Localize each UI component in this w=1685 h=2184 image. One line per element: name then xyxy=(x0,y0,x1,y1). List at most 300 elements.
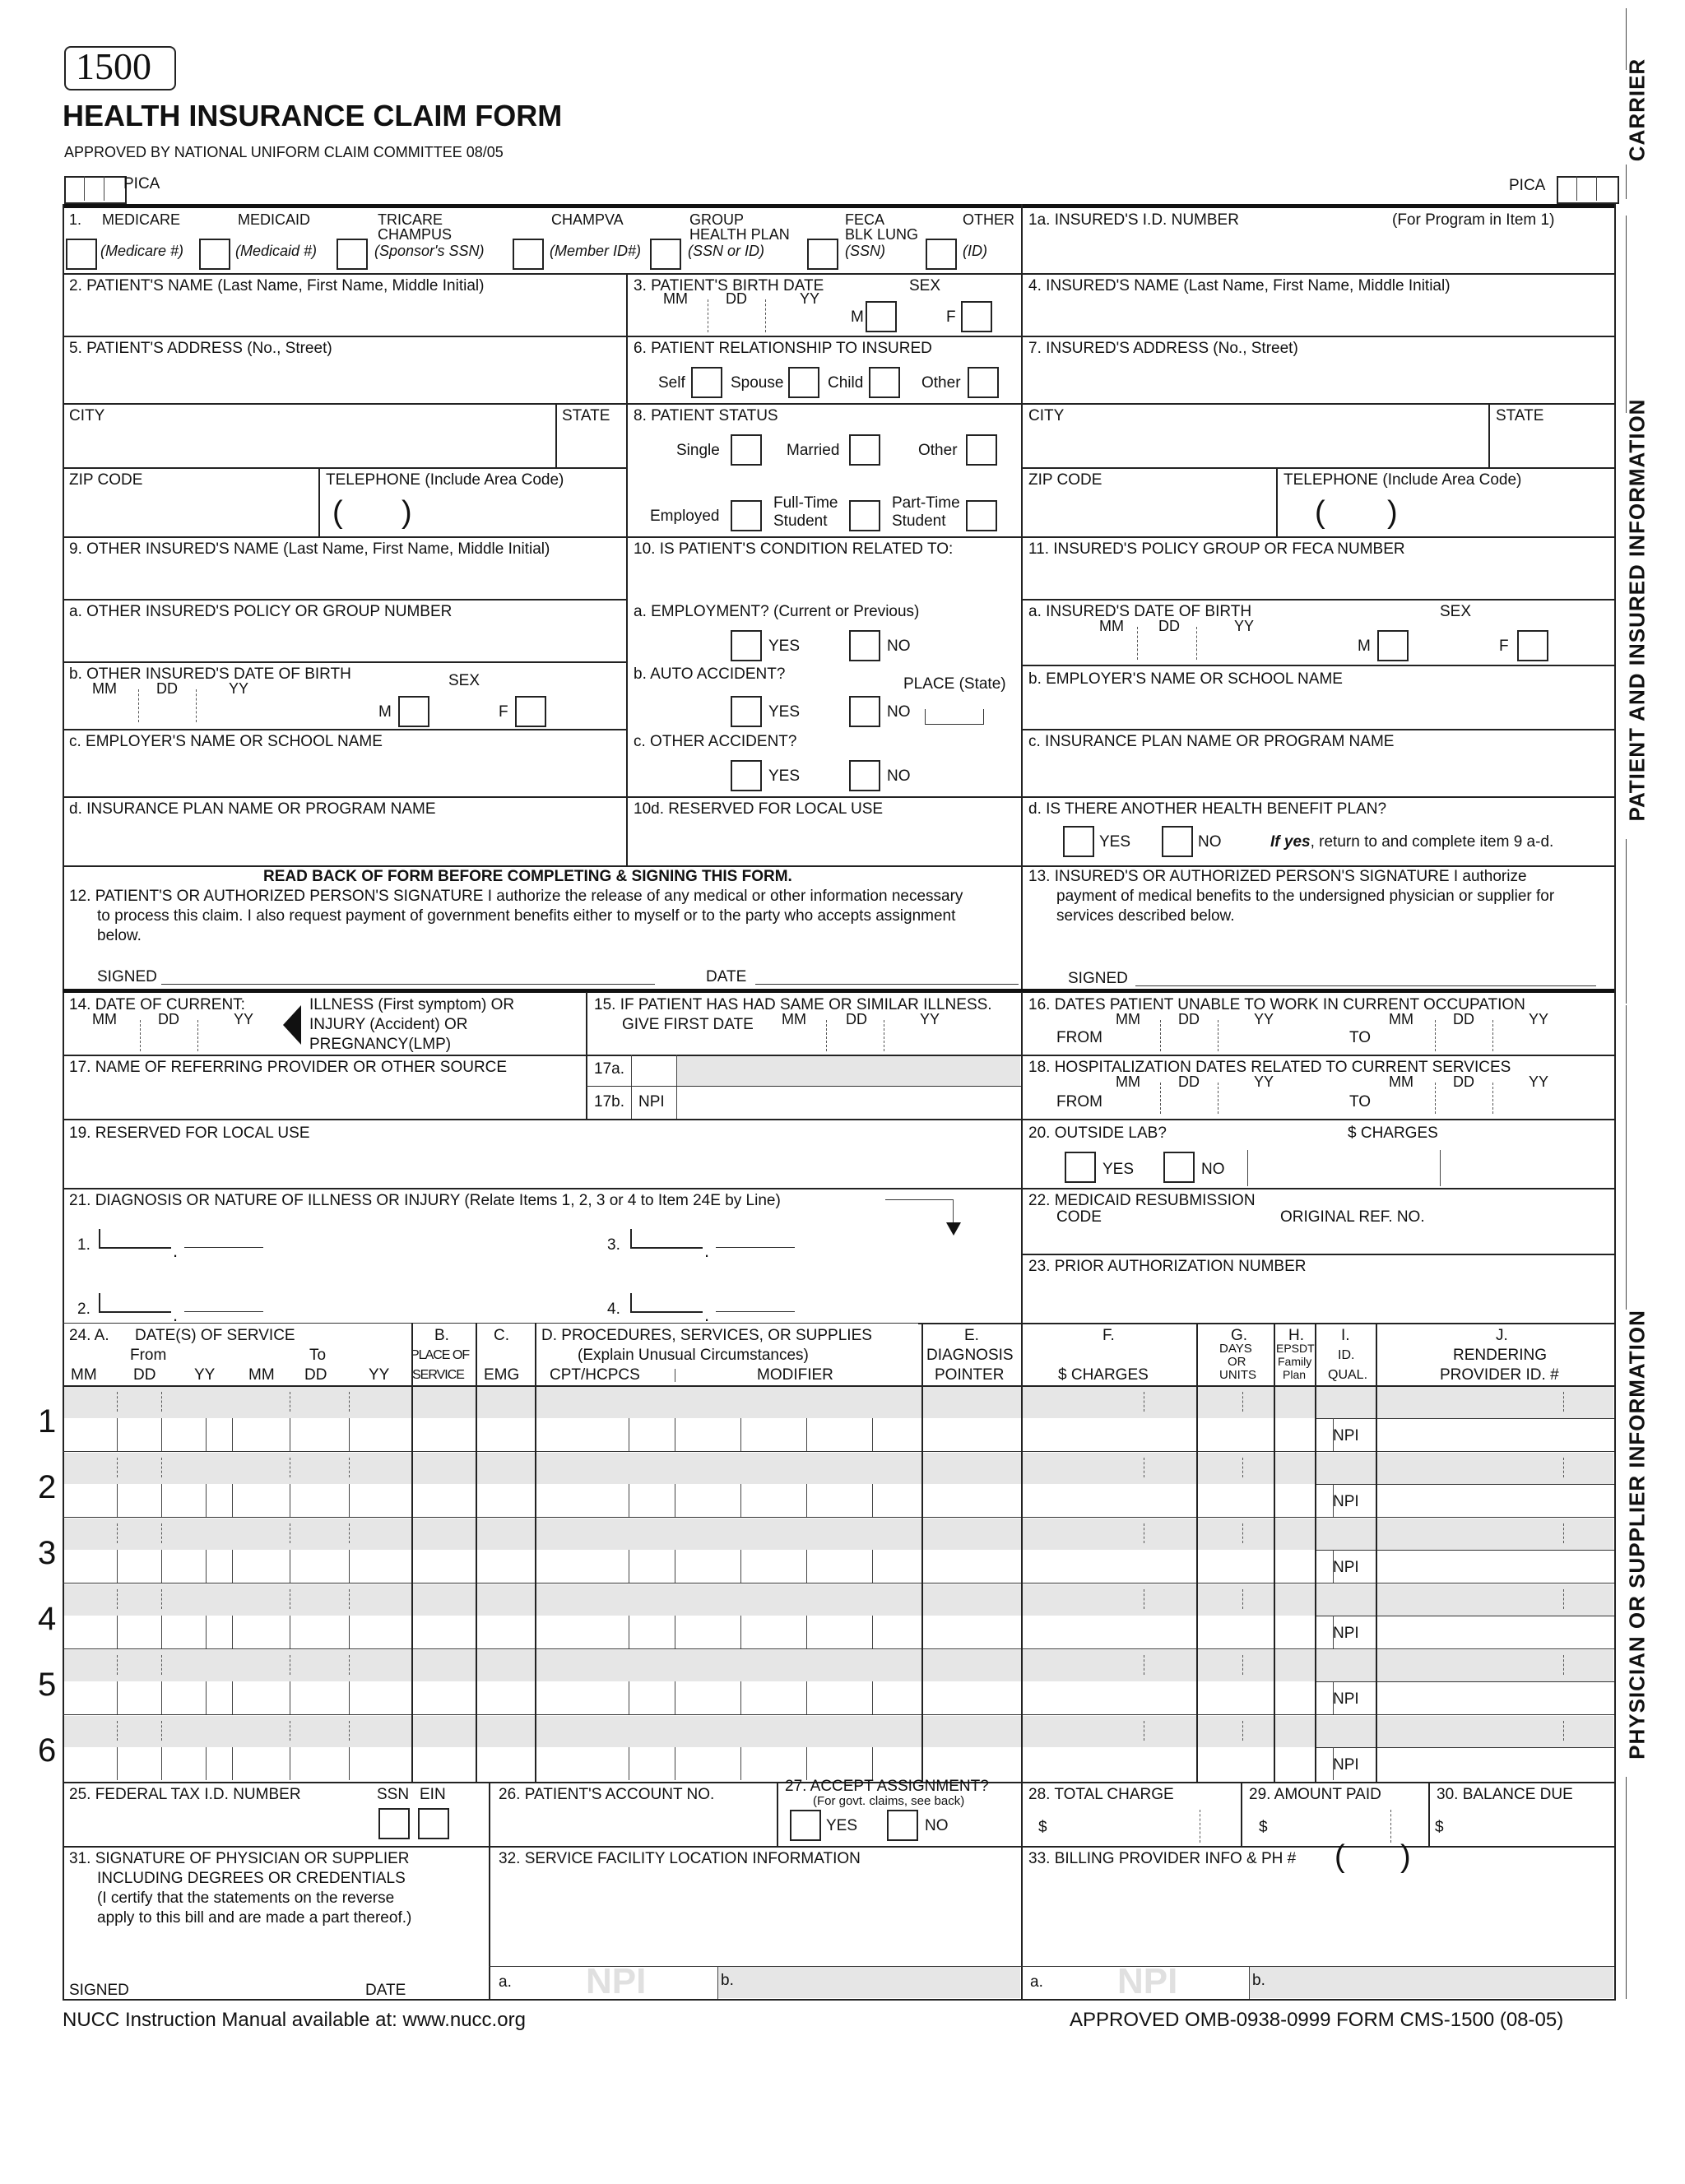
item24-dates: DATE(S) OF SERVICE xyxy=(135,1327,295,1344)
checkbox-champva[interactable] xyxy=(513,239,544,270)
item22-label: 22. MEDICAID RESUBMISSION xyxy=(1028,1192,1256,1209)
federal-tax-id-field[interactable] xyxy=(66,1808,367,1844)
insured-zip-field[interactable] xyxy=(1024,492,1272,533)
patient-phone-paren-close: ) xyxy=(402,495,412,530)
item10a-label: a. EMPLOYMENT? (Current or Previous) xyxy=(634,603,920,620)
service-line-row[interactable] xyxy=(64,1550,1614,1583)
item16-to: TO xyxy=(1349,1029,1372,1046)
item11a-sex: SEX xyxy=(1440,603,1472,620)
insured-phone-paren-open: ( xyxy=(1315,495,1325,530)
patient-signature-date-line[interactable] xyxy=(755,984,1019,985)
diagnosis-3-field[interactable] xyxy=(630,1229,703,1249)
item13-signed: SIGNED xyxy=(1068,970,1128,987)
item33b-label: b. xyxy=(1252,1972,1265,1989)
item22-code: CODE xyxy=(1056,1208,1102,1226)
service-line-rendering-other-id[interactable] xyxy=(1376,1650,1613,1681)
item9b-label: b. OTHER INSURED'S DATE OF BIRTH xyxy=(69,665,351,683)
item12-line3: below. xyxy=(97,927,142,944)
service-line-rendering-other-id[interactable] xyxy=(1376,1519,1613,1550)
item11a-label: a. INSURED'S DATE OF BIRTH xyxy=(1028,603,1252,620)
status-single-label: Single xyxy=(676,442,720,459)
checkbox-tricare[interactable] xyxy=(337,239,368,270)
checkbox-group[interactable] xyxy=(650,239,681,270)
item9b-dd: DD xyxy=(156,680,178,697)
checkbox-other[interactable] xyxy=(926,239,957,270)
col-c-emg: EMG xyxy=(484,1366,520,1384)
service-facility-other-id-field[interactable] xyxy=(718,1967,1020,1998)
item17-label: 17. NAME OF REFERRING PROVIDER OR OTHER SOURCE xyxy=(69,1059,508,1076)
item14-illness-2: INJURY (Accident) OR xyxy=(309,1016,468,1033)
patient-phone-field[interactable] xyxy=(428,497,622,533)
item29-label: 29. AMOUNT PAID xyxy=(1249,1786,1381,1803)
item10d-label: 10d. RESERVED FOR LOCAL USE xyxy=(634,800,884,818)
diagnosis-1-field[interactable] xyxy=(99,1229,171,1249)
col-b-sub-1: PLACE OF xyxy=(411,1348,470,1362)
if-yes-text: If yes xyxy=(1270,833,1311,851)
item24-to: To xyxy=(309,1347,327,1364)
checkbox-outside-lab-yes[interactable] xyxy=(1065,1152,1096,1183)
checkbox-medicaid[interactable] xyxy=(199,239,230,270)
item12-signed: SIGNED xyxy=(97,968,157,985)
auto-yes-label: YES xyxy=(768,703,801,721)
checkbox-auto-yes[interactable] xyxy=(731,696,762,727)
item11d-label: d. IS THERE ANOTHER HEALTH BENEFIT PLAN? xyxy=(1028,800,1387,818)
item1a-label: 1a. INSURED'S I.D. NUMBER xyxy=(1028,211,1239,229)
insured-telephone-label: TELEPHONE (Include Area Code) xyxy=(1283,471,1522,489)
item15-label: 15. IF PATIENT HAS HAD SAME OR SIMILAR ILLNESS. xyxy=(594,996,992,1013)
insured-state-label: STATE xyxy=(1496,407,1544,424)
item9d-label: d. INSURANCE PLAN NAME OR PROGRAM NAME xyxy=(69,800,436,818)
checkbox-accept-no[interactable] xyxy=(887,1810,918,1841)
program-tricare: TRICARE xyxy=(378,211,443,228)
insured-address-field[interactable] xyxy=(1024,360,1613,401)
patient-account-field[interactable] xyxy=(492,1808,775,1844)
checkbox-patient-sex-f[interactable] xyxy=(961,301,992,332)
item14-dd: DD xyxy=(158,1011,179,1027)
item16-to-mm: MM xyxy=(1389,1011,1413,1027)
service-line-rendering-other-id[interactable] xyxy=(1376,1716,1613,1747)
col-j-sub-1: RENDERING xyxy=(1453,1347,1548,1364)
program-feca: FECA xyxy=(845,211,885,228)
insured-state-field[interactable] xyxy=(1491,428,1611,464)
diagnosis-2-field[interactable] xyxy=(99,1293,171,1313)
service-facility-field[interactable] xyxy=(492,1872,1019,1963)
item11c-label: c. INSURANCE PLAN NAME OR PROGRAM NAME xyxy=(1028,733,1395,750)
col-i-sub-1: ID. xyxy=(1338,1348,1355,1362)
item32a-label: a. xyxy=(499,1973,512,1991)
item16-to-dd: DD xyxy=(1453,1011,1474,1027)
diagnosis-4-field[interactable] xyxy=(630,1293,703,1313)
col-e: E. xyxy=(964,1327,979,1344)
item2-label: 2. PATIENT'S NAME (Last Name, First Name, Middle Initial) xyxy=(69,277,485,294)
item18-to-yy: YY xyxy=(1529,1073,1549,1090)
patient-city-label: CITY xyxy=(69,407,105,424)
id-group: (SSN or ID) xyxy=(688,243,765,259)
employment-yes-label: YES xyxy=(768,638,801,655)
approved-line: APPROVED BY NATIONAL UNIFORM CLAIM COMMITTEE 08/05 xyxy=(64,144,504,160)
item9b-sex: SEX xyxy=(448,672,480,689)
item11b-label: b. EMPLOYER'S NAME OR SCHOOL NAME xyxy=(1028,670,1343,688)
referring-provider-field[interactable] xyxy=(66,1079,584,1115)
checkbox-other-plan-no[interactable] xyxy=(1162,826,1193,857)
item18-label: 18. HOSPITALIZATION DATES RELATED TO CURRENT SERVICES xyxy=(1028,1059,1511,1076)
service-line-number: 4 xyxy=(38,1601,57,1637)
service-line-npi-label: NPI xyxy=(1333,1756,1359,1774)
item3-label: 3. PATIENT'S BIRTH DATE xyxy=(634,277,824,294)
col-h-sub-1: EPSDT xyxy=(1276,1342,1315,1355)
service-line-number: 5 xyxy=(38,1667,57,1703)
service-line-row[interactable] xyxy=(64,1418,1614,1451)
checkbox-ssn[interactable] xyxy=(378,1808,410,1839)
item10b-label: b. AUTO ACCIDENT? xyxy=(634,665,786,683)
col-f: F. xyxy=(1102,1327,1115,1344)
other-insurance-plan-field[interactable] xyxy=(66,821,624,864)
checkbox-other-insured-sex-f[interactable] xyxy=(515,696,546,727)
item10-label: 10. IS PATIENT'S CONDITION RELATED TO: xyxy=(634,540,954,558)
insured-signature-line[interactable] xyxy=(1135,985,1596,986)
item16-from-dd: DD xyxy=(1178,1011,1200,1027)
service-line-rendering-other-id[interactable] xyxy=(1376,1584,1613,1616)
reserved-local-use-10d-field[interactable] xyxy=(629,821,1019,864)
item32-label: 32. SERVICE FACILITY LOCATION INFORMATION xyxy=(499,1850,861,1867)
item18-to: TO xyxy=(1349,1093,1372,1111)
checkbox-status-other[interactable] xyxy=(966,434,997,466)
accept-yes-label: YES xyxy=(826,1817,858,1834)
col-to-yy: YY xyxy=(369,1366,390,1384)
service-line-npi-label: NPI xyxy=(1333,1493,1359,1510)
status-parttime-1: Part-Time xyxy=(892,494,960,512)
item17b-label: 17b. xyxy=(594,1093,624,1111)
item11a-yy: YY xyxy=(1234,618,1255,634)
item20-label: 20. OUTSIDE LAB? xyxy=(1028,1124,1167,1142)
insurance-plan-field[interactable] xyxy=(1024,754,1613,795)
item17b-npi-label: NPI xyxy=(638,1093,665,1111)
billing-provider-npi-field[interactable] xyxy=(1050,1968,1247,1997)
item33a-npi-ghost: NPI xyxy=(1117,1961,1178,2001)
service-line-npi-label: NPI xyxy=(1333,1427,1359,1444)
insured-phone-field[interactable] xyxy=(1412,497,1609,533)
other-plan-note xyxy=(1270,834,1553,851)
item9-label: 9. OTHER INSURED'S NAME (Last Name, First Name, Middle Initial) xyxy=(69,540,550,558)
checkbox-other-insured-sex-m[interactable] xyxy=(398,696,429,727)
item7-label: 7. INSURED'S ADDRESS (No., Street) xyxy=(1028,340,1298,357)
item11a-mm: MM xyxy=(1099,618,1124,634)
checkbox-rel-self[interactable] xyxy=(691,367,722,398)
auto-place-field[interactable] xyxy=(925,709,984,725)
item9b-mm: MM xyxy=(92,680,117,697)
checkbox-other-accident-yes[interactable] xyxy=(731,760,762,791)
other-insured-employer-field[interactable] xyxy=(66,754,624,795)
item16-from-mm: MM xyxy=(1116,1011,1140,1027)
patient-city-field[interactable] xyxy=(66,428,551,464)
billing-phone-paren-close: ) xyxy=(1400,1839,1411,1874)
col-g-sub-3: UNITS xyxy=(1219,1368,1256,1382)
diagnosis-1-ext[interactable] xyxy=(184,1247,263,1248)
checkbox-other-plan-yes[interactable] xyxy=(1063,826,1094,857)
billing-provider-other-id-field[interactable] xyxy=(1250,1967,1613,1998)
item15-sub: GIVE FIRST DATE xyxy=(622,1016,754,1033)
checkbox-other-accident-no[interactable] xyxy=(849,760,880,791)
checkbox-auto-no[interactable] xyxy=(849,696,880,727)
outside-lab-charges-field[interactable] xyxy=(1251,1148,1613,1186)
diag-1-label: 1. xyxy=(77,1236,91,1254)
checkbox-outside-lab-no[interactable] xyxy=(1163,1152,1195,1183)
id-feca: (SSN) xyxy=(845,243,885,259)
col-j: J. xyxy=(1496,1327,1508,1344)
pica-left-boxes[interactable] xyxy=(64,176,127,204)
checkbox-ein[interactable] xyxy=(418,1808,449,1839)
item8-label: 8. PATIENT STATUS xyxy=(634,407,778,424)
insured-zip-label: ZIP CODE xyxy=(1028,471,1102,489)
insured-city-label: CITY xyxy=(1028,407,1065,424)
item17a-label: 17a. xyxy=(594,1060,624,1078)
patient-state-field[interactable] xyxy=(558,428,624,464)
status-fulltime-2: Student xyxy=(773,512,828,530)
service-line-number: 6 xyxy=(38,1732,57,1769)
checkbox-rel-spouse[interactable] xyxy=(788,367,819,398)
side-label-carrier: CARRIER xyxy=(1624,58,1650,162)
id-champva: (Member ID#) xyxy=(550,243,642,259)
status-other-label: Other xyxy=(918,442,958,459)
diagnosis-3-ext[interactable] xyxy=(716,1247,795,1248)
item24-a: 24. A. xyxy=(69,1327,109,1344)
item18-from-yy: YY xyxy=(1254,1073,1274,1090)
item3-m: M xyxy=(851,308,864,326)
col-g-sub-2: OR xyxy=(1228,1355,1246,1369)
item28-dollar: $ xyxy=(1038,1819,1047,1836)
col-g-sub-1: DAYS xyxy=(1219,1342,1252,1356)
col-f-charges: $ CHARGES xyxy=(1058,1366,1149,1384)
item9c-label: c. EMPLOYER'S NAME OR SCHOOL NAME xyxy=(69,733,383,750)
program-medicaid: MEDICAID xyxy=(238,211,311,228)
checkbox-employment-no[interactable] xyxy=(849,630,880,661)
insured-employer-field[interactable] xyxy=(1024,691,1613,727)
checkbox-status-single[interactable] xyxy=(731,434,762,466)
form-title: HEALTH INSURANCE CLAIM FORM xyxy=(63,99,563,132)
service-line-supplemental-shaded[interactable] xyxy=(64,1716,1376,1747)
checkbox-status-employed[interactable] xyxy=(731,500,762,531)
service-line-row[interactable] xyxy=(64,1616,1614,1648)
item20-charges: $ CHARGES xyxy=(1348,1124,1438,1142)
item14-yy: YY xyxy=(234,1011,254,1027)
col-to-mm: MM xyxy=(248,1366,275,1384)
service-line-row[interactable] xyxy=(64,1747,1614,1780)
item11a-m: M xyxy=(1358,638,1371,655)
item13-line2: payment of medical benefits to the undersigned physician or supplier for xyxy=(1056,888,1555,905)
checkbox-accept-yes[interactable] xyxy=(790,1810,821,1841)
item17a-other-id-field[interactable] xyxy=(677,1056,1020,1086)
item32b-label: b. xyxy=(721,1972,734,1989)
item31-line2: INCLUDING DEGREES OR CREDENTIALS xyxy=(97,1870,406,1887)
item3-sex: SEX xyxy=(909,277,941,294)
program-group-health-plan: HEALTH PLAN xyxy=(689,226,790,243)
checkbox-status-parttime[interactable] xyxy=(966,500,997,531)
service-line-rendering-other-id[interactable] xyxy=(1376,1387,1613,1418)
patient-telephone-label: TELEPHONE (Include Area Code) xyxy=(326,471,564,489)
patient-zip-field[interactable] xyxy=(66,492,314,533)
footer-left: NUCC Instruction Manual available at: www.nucc.org xyxy=(63,2009,526,2031)
item19-label: 19. RESERVED FOR LOCAL USE xyxy=(69,1124,310,1142)
rel-spouse-label: Spouse xyxy=(731,374,784,392)
item14-mm: MM xyxy=(92,1011,117,1027)
item9b-f: F xyxy=(499,703,508,721)
other-insured-name-field[interactable] xyxy=(66,561,624,597)
item24-from: From xyxy=(130,1347,167,1364)
patient-phone-paren-open: ( xyxy=(332,495,343,530)
item17b-npi-field[interactable] xyxy=(677,1087,1020,1117)
service-line-supplemental-shaded[interactable] xyxy=(64,1519,1376,1550)
patient-name-field[interactable] xyxy=(66,298,624,334)
item14-illness-1: ILLNESS (First symptom) OR xyxy=(309,996,515,1013)
checkbox-rel-child[interactable] xyxy=(869,367,900,398)
program-blk-lung: BLK LUNG xyxy=(845,226,919,243)
checkbox-patient-sex-m[interactable] xyxy=(866,301,897,332)
patient-signature-line[interactable] xyxy=(161,984,655,985)
item11-label: 11. INSURED'S POLICY GROUP OR FECA NUMBER xyxy=(1028,540,1405,558)
side-label-patient-insured: PATIENT AND INSURED INFORMATION xyxy=(1624,398,1650,822)
accept-no-label: NO xyxy=(925,1817,949,1834)
form-number: 1500 xyxy=(76,45,151,87)
item14-illness-3: PREGNANCY(LMP) xyxy=(309,1036,452,1053)
item29-dollar: $ xyxy=(1259,1819,1268,1836)
item27-sub: (For govt. claims, see back) xyxy=(813,1794,965,1808)
service-line-npi-label: NPI xyxy=(1333,1625,1359,1642)
col-d-sub: (Explain Unusual Circumstances) xyxy=(578,1347,809,1364)
item30-dollar: $ xyxy=(1435,1819,1444,1836)
item25-label: 25. FEDERAL TAX I.D. NUMBER xyxy=(69,1786,301,1803)
balance-due-field[interactable] xyxy=(1450,1808,1613,1844)
insured-city-field[interactable] xyxy=(1024,428,1484,464)
item3-f: F xyxy=(946,308,956,326)
item5-label: 5. PATIENT'S ADDRESS (No., Street) xyxy=(69,340,332,357)
patient-address-field[interactable] xyxy=(66,360,624,401)
item9a-label: a. OTHER INSURED'S POLICY OR GROUP NUMBER xyxy=(69,603,453,620)
medicaid-resubmission-field[interactable] xyxy=(1024,1229,1613,1252)
item9b-m: M xyxy=(378,703,392,721)
diagnosis-4-ext[interactable] xyxy=(716,1311,795,1312)
checkbox-medicare[interactable] xyxy=(66,239,97,270)
service-line-rendering-other-id[interactable] xyxy=(1376,1453,1613,1484)
item13-line3: services described below. xyxy=(1056,907,1235,925)
item12-line1: 12. PATIENT'S OR AUTHORIZED PERSON'S SIGNATURE I authorize the release of any medical or other information necessary xyxy=(69,888,963,905)
insured-id-field[interactable] xyxy=(1024,232,1613,271)
checkbox-employment-yes[interactable] xyxy=(731,630,762,661)
service-line-supplemental-shaded[interactable] xyxy=(64,1453,1376,1484)
rel-self-label: Self xyxy=(658,374,685,392)
item10c-label: c. OTHER ACCIDENT? xyxy=(634,733,797,750)
patient-state-label: STATE xyxy=(562,407,610,424)
item25-ein: EIN xyxy=(420,1786,446,1803)
diagnosis-2-ext[interactable] xyxy=(184,1311,263,1312)
program-champus: CHAMPUS xyxy=(378,226,453,243)
item33a-label: a. xyxy=(1030,1973,1043,1991)
item11a-f: F xyxy=(1499,638,1509,655)
service-line-row[interactable] xyxy=(64,1681,1614,1714)
id-other: (ID) xyxy=(963,243,987,259)
billing-phone-paren-open: ( xyxy=(1335,1839,1345,1874)
outside-lab-yes-label: YES xyxy=(1102,1161,1135,1178)
item31-date: DATE xyxy=(365,1982,406,1999)
service-line-number: 3 xyxy=(38,1535,57,1571)
col-c: C. xyxy=(494,1327,509,1344)
service-line-supplemental-shaded[interactable] xyxy=(64,1650,1376,1681)
item12-line2: to process this claim. I also request payment of government benefits either to myself or to the party who accepts assignment xyxy=(97,907,956,925)
checkbox-status-fulltime[interactable] xyxy=(849,500,880,531)
arrow-left-icon xyxy=(283,1005,301,1045)
outside-lab-no-label: NO xyxy=(1201,1161,1225,1178)
item1a-note: (For Program in Item 1) xyxy=(1392,211,1555,229)
billing-provider-field[interactable] xyxy=(1024,1872,1613,1963)
service-line-supplemental-shaded[interactable] xyxy=(64,1584,1376,1616)
insured-phone-paren-close: ) xyxy=(1387,495,1398,530)
col-e-sub-1: DIAGNOSIS xyxy=(926,1347,1014,1364)
item16-from: FROM xyxy=(1056,1029,1102,1046)
service-line-number: 1 xyxy=(38,1403,57,1440)
diag-3-label: 3. xyxy=(607,1236,620,1254)
physician-signature-field[interactable] xyxy=(66,1933,485,1979)
item31-line4: apply to this bill and are made a part thereof.) xyxy=(97,1909,412,1927)
item4-label: 4. INSURED'S NAME (Last Name, First Name, Middle Initial) xyxy=(1028,277,1451,294)
checkbox-insured-sex-f[interactable] xyxy=(1517,630,1548,661)
checkbox-insured-sex-m[interactable] xyxy=(1377,630,1409,661)
item17a-qual-field[interactable] xyxy=(632,1056,676,1086)
item23-label: 23. PRIOR AUTHORIZATION NUMBER xyxy=(1028,1258,1307,1275)
col-h: H. xyxy=(1288,1327,1304,1344)
total-charge-field[interactable] xyxy=(1053,1808,1237,1844)
item15-yy: YY xyxy=(920,1011,940,1027)
prior-authorization-field[interactable] xyxy=(1024,1280,1613,1321)
checkbox-status-married[interactable] xyxy=(849,434,880,466)
item13-line1: 13. INSURED'S OR AUTHORIZED PERSON'S SIGNATURE I authorize xyxy=(1028,868,1527,885)
program-group: GROUP xyxy=(689,211,745,228)
checkbox-rel-other[interactable] xyxy=(968,367,999,398)
item22-orig: ORIGINAL REF. NO. xyxy=(1280,1208,1425,1226)
checkbox-feca[interactable] xyxy=(807,239,838,270)
reserved-local-use-19-field[interactable] xyxy=(66,1145,1019,1185)
col-from-yy: YY xyxy=(194,1366,216,1384)
read-back-notice: READ BACK OF FORM BEFORE COMPLETING & SIGNING THIS FORM. xyxy=(263,868,792,885)
item26-label: 26. PATIENT'S ACCOUNT NO. xyxy=(499,1786,715,1803)
service-line-row[interactable] xyxy=(64,1484,1614,1517)
other-insured-policy-field[interactable] xyxy=(66,624,624,660)
col-d: D. PROCEDURES, SERVICES, OR SUPPLIES xyxy=(541,1327,872,1344)
item28-label: 28. TOTAL CHARGE xyxy=(1028,1786,1174,1803)
col-b-sub-2: SERVICE xyxy=(412,1368,464,1382)
status-employed-label: Employed xyxy=(650,508,720,525)
service-line-npi-label: NPI xyxy=(1333,1559,1359,1576)
status-parttime-2: Student xyxy=(892,512,946,530)
rel-other-label: Other xyxy=(921,374,961,392)
pica-right-boxes[interactable] xyxy=(1557,176,1619,204)
service-facility-npi-field[interactable] xyxy=(518,1968,716,1997)
item16-to-yy: YY xyxy=(1529,1011,1549,1027)
service-line-supplemental-shaded[interactable] xyxy=(64,1387,1376,1418)
item18-from-dd: DD xyxy=(1178,1073,1200,1090)
col-d-modifier: MODIFIER xyxy=(757,1366,833,1384)
side-label-physician: PHYSICIAN OR SUPPLIER INFORMATION xyxy=(1624,1310,1650,1760)
footer-right: APPROVED OMB-0938-0999 FORM CMS-1500 (08-05) xyxy=(1070,2009,1564,2031)
insured-name-field[interactable] xyxy=(1024,298,1613,334)
item33-label: 33. BILLING PROVIDER INFO & PH # xyxy=(1028,1850,1297,1867)
insured-policy-group-field[interactable] xyxy=(1024,561,1613,597)
col-h-sub-2: Family xyxy=(1278,1355,1312,1368)
other-accident-yes-label: YES xyxy=(768,767,801,785)
item18-to-mm: MM xyxy=(1389,1073,1413,1090)
item14-label: 14. DATE OF CURRENT: xyxy=(69,996,245,1013)
program-champva: CHAMPVA xyxy=(551,211,624,228)
employment-no-label: NO xyxy=(887,638,911,655)
col-from-mm: MM xyxy=(71,1366,97,1384)
